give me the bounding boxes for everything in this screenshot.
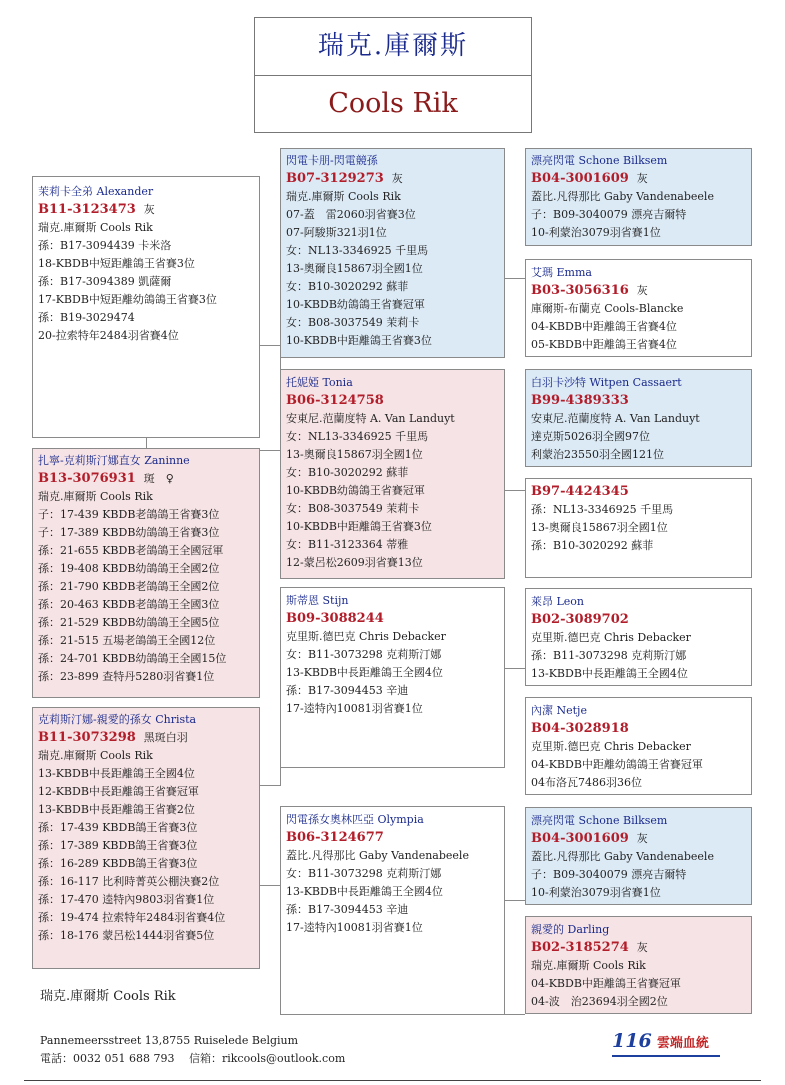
pedigree-line: 女：B11-3123364 蒂雅	[286, 538, 409, 551]
connector-line	[259, 785, 280, 786]
dam-dam-dam-dam-card	[525, 916, 752, 1014]
pedigree-line: 克里斯.德巴克 Chris Debacker	[286, 630, 446, 643]
bird-name: 漂亮閃電 Schone Bilksem	[531, 814, 668, 827]
pedigree-line: 安東尼.范蘭度特 A. Van Landuyt	[286, 412, 455, 425]
pedigree-line: 孫：16-289 KBDB鴿王省賽3位	[38, 857, 198, 870]
ring-number: B02-3089702	[531, 612, 629, 627]
pedigree-line: 17-逵特內10081羽省賽1位	[286, 702, 423, 715]
subject-bird-card	[32, 176, 260, 438]
plumage-color: 灰	[636, 941, 648, 954]
ring-number: B97-4424345	[531, 484, 629, 499]
pedigree-line: 05-KBDB中距離鴿王省賽4位	[531, 338, 677, 351]
pedigree-line: 孫：21-529 KBDB幼鴿鴿王全國5位	[38, 616, 220, 629]
pedigree-line: 克里斯.德巴克 Chris Debacker	[531, 740, 691, 753]
pedigree-line: 04布洛瓦7486羽36位	[531, 776, 642, 789]
bird-name: 克莉斯汀娜-親愛的孫女 Christa	[38, 713, 197, 726]
ring-number: B03-3056316 灰	[531, 283, 648, 298]
pedigree-line: 子：B09-3040079 漂亮吉爾特	[531, 868, 687, 881]
connector-line	[280, 768, 281, 786]
bird-name: 內潔 Netje	[531, 704, 587, 717]
pedigree-line: 孫：23-899 查特丹5280羽省賽1位	[38, 670, 215, 683]
sire-dam-dam-card	[525, 478, 752, 578]
ring-number: B06-3124758	[286, 393, 384, 408]
connector-line	[259, 345, 280, 346]
logo-text: 雲端血統	[656, 1036, 709, 1051]
pedigree-line: 10-利蒙治3079羽省賽1位	[531, 886, 661, 899]
connector-line	[504, 490, 525, 491]
pedigree-line: 女：B10-3020292 蘇菲	[286, 280, 409, 293]
pedigree-line: 17-KBDB中短距離幼鴿鴿王省賽3位	[38, 293, 217, 306]
pedigree-title-box	[254, 17, 532, 133]
connector-line	[259, 885, 280, 886]
pedigree-line: 女：B08-3037549 茉莉卡	[286, 316, 420, 329]
plumage-color: 灰	[391, 172, 403, 185]
owner-name-english: Cools Rik	[328, 88, 458, 119]
pedigree-line: 瑞克.庫爾斯 Cools Rik	[38, 221, 153, 234]
pedigree-line: 孫：24-701 KBDB幼鴿鴿王全國15位	[38, 652, 227, 665]
pedigree-line: 蓋比.凡得那比 Gaby Vandenabeele	[531, 190, 714, 203]
pedigree-line: 07-阿駿斯321羽1位	[286, 226, 387, 239]
pedigree-line: 04-KBDB中距離幼鴿鴿王省賽冠軍	[531, 758, 703, 771]
pedigree-line: 孫：B17-3094439 卡米洛	[38, 239, 172, 252]
pedigree-line: 達克斯5026羽全國97位	[531, 430, 650, 443]
bird-name: 閃電卡朋-閃電競孫	[286, 154, 378, 167]
ring-number: B02-3185274 灰	[531, 940, 648, 955]
pedigree-line: 10-KBDB幼鴿鴿王省賽冠軍	[286, 298, 425, 311]
dam-dam-card	[32, 707, 260, 969]
pedigree-line: 13-KBDB中長距離鴿王全國4位	[286, 885, 443, 898]
pedigree-line: 蓋比.凡得那比 Gaby Vandenabeele	[286, 849, 469, 862]
ring-number: B09-3088244	[286, 611, 384, 626]
pedigree-line: 孫：17-389 KBDB鴿王省賽3位	[38, 839, 198, 852]
pedigree-line: 12-蒙呂松2609羽省賽13位	[286, 556, 423, 569]
pedigree-line: 女：B10-3020292 蘇菲	[286, 466, 409, 479]
pedigree-line: 蓋比.凡得那比 Gaby Vandenabeele	[531, 850, 714, 863]
pedigree-line: 13-KBDB中長距離鴿王全國4位	[531, 667, 688, 680]
pedigree-line: 女：B11-3073298 克莉斯汀娜	[286, 867, 442, 880]
pedigree-line: 孫：20-463 KBDB老鴿鴿王全國3位	[38, 598, 220, 611]
pedigree-line: 女：NL13-3346925 千里馬	[286, 430, 429, 443]
pedigree-line: 庫爾斯-布蘭克 Cools-Blancke	[531, 302, 684, 315]
breeder-name: 瑞克.庫爾斯 Cools Rik	[40, 989, 176, 1004]
pedigree-line: 孫：19-474 拉索特年2484羽省賽4位	[38, 911, 226, 924]
pedigree-line: 克里斯.德巴克 Chris Debacker	[531, 631, 691, 644]
pedigree-line: 07-蓋 雷2060羽省賽3位	[286, 208, 416, 221]
pedigree-line: 孫：B10-3020292 蘇菲	[531, 539, 654, 552]
pedigree-line: 子：17-389 KBDB幼鴿鴿王省賽3位	[38, 526, 220, 539]
sire-dam-sire-card	[525, 369, 752, 467]
pedigree-line: 13-奧爾良15867羽全國1位	[286, 448, 423, 461]
owner-name-chinese: 瑞克.庫爾斯	[255, 18, 531, 76]
plumage-color: 斑 ♀	[143, 472, 174, 485]
pedigree-line: 18-KBDB中短距離鴿王省賽3位	[38, 257, 195, 270]
pedigree-line: 子：17-439 KBDB老鴿鴿王省賽3位	[38, 508, 220, 521]
plumage-color: 灰	[636, 832, 648, 845]
pedigree-line: 13-KBDB中長距離鴿王全國4位	[286, 666, 443, 679]
ring-number: B07-3129273 灰	[286, 171, 403, 186]
ring-number: B13-3076931 斑 ♀	[38, 471, 174, 486]
bird-name: 托妮婭 Tonia	[286, 376, 353, 389]
pedigree-line: 孫：NL13-3346925 千里馬	[531, 503, 674, 516]
bird-name: 茉莉卡全弟 Alexander	[38, 185, 154, 198]
cloud-pedigree-logo	[612, 1030, 709, 1052]
pedigree-line: 孫：21-515 五場老鴿鴿王全國12位	[38, 634, 216, 647]
pedigree-line: 孫：17-439 KBDB鴿王省賽3位	[38, 821, 198, 834]
pedigree-line: 孫：21-655 KBDB老鴿鴿王全國冠軍	[38, 544, 224, 557]
pedigree-line: 20-拉索特年2484羽省賽4位	[38, 329, 179, 342]
sire-dam-card	[280, 369, 505, 579]
ring-number: B04-3001609 灰	[531, 171, 648, 186]
pedigree-line: 10-KBDB幼鴿鴿王省賽冠軍	[286, 484, 425, 497]
ring-number: B06-3124677	[286, 830, 384, 845]
ring-number: B99-4389333	[531, 393, 629, 408]
pedigree-line: 孫：21-790 KBDB老鴿鴿王全國2位	[38, 580, 220, 593]
bird-name: 閃電孫女奧林匹亞 Olympia	[286, 813, 424, 826]
page-bottom-divider	[24, 1080, 761, 1081]
pedigree-line: 瑞克.庫爾斯 Cools Rik	[38, 749, 153, 762]
pedigree-line: 13-奧爾良15867羽全國1位	[531, 521, 668, 534]
pedigree-line: 13-奧爾良15867羽全國1位	[286, 262, 423, 275]
dam-sire-sire-card	[525, 588, 752, 686]
pedigree-line: 孫：B19-3029474	[38, 311, 135, 324]
plumage-color: 黑斑白羽	[143, 731, 188, 744]
pedigree-line: 10-KBDB中距離鴿王省賽3位	[286, 334, 432, 347]
plumage-color: 灰	[636, 284, 648, 297]
logo-underline	[612, 1055, 720, 1057]
bird-name: 漂亮閃電 Schone Bilksem	[531, 154, 668, 167]
ring-number: B11-3073298 黑斑白羽	[38, 730, 188, 745]
pedigree-line: 04-波 治23694羽全國2位	[531, 995, 668, 1008]
pedigree-line: 10-KBDB中距離鴿王省賽3位	[286, 520, 432, 533]
pedigree-line: 利蒙治23550羽全國121位	[531, 448, 664, 461]
pedigree-line: 女：B11-3073298 克莉斯汀娜	[286, 648, 442, 661]
connector-line	[146, 438, 147, 448]
dam-sire-dam-card	[525, 697, 752, 795]
pedigree-line: 瑞克.庫爾斯 Cools Rik	[38, 490, 153, 503]
pedigree-line: 女：B08-3037549 茉莉卡	[286, 502, 420, 515]
pedigree-line: 孫：19-408 KBDB幼鴿鴿王全國2位	[38, 562, 220, 575]
pedigree-line: 瑞克.庫爾斯 Cools Rik	[531, 959, 646, 972]
pedigree-line: 13-KBDB中長距離鴿王省賽2位	[38, 803, 195, 816]
pedigree-line: 孫：16-117 比利時菁英公棚決賽2位	[38, 875, 220, 888]
dam-dam-sire-card	[525, 807, 752, 905]
dam-dam-dam-card	[280, 806, 505, 1015]
ring-number: B11-3123473 灰	[38, 202, 155, 217]
connector-line	[504, 900, 525, 901]
contact-info: 電話：0032 051 688 793 信箱：rikcools@outlook.com	[40, 1052, 346, 1065]
pedigree-line: 女：NL13-3346925 千里馬	[286, 244, 429, 257]
pedigree-line: 瑞克.庫爾斯 Cools Rik	[286, 190, 401, 203]
pedigree-line: 04-KBDB中距離鴿王省賽冠軍	[531, 977, 681, 990]
connector-line	[504, 278, 525, 279]
pedigree-line: 孫：B11-3073298 克莉斯汀娜	[531, 649, 687, 662]
bird-name: 斯蒂恩 Stijn	[286, 594, 349, 607]
connector-line	[259, 450, 280, 451]
breeder-contact-block	[40, 1032, 345, 1068]
pedigree-line: 孫：B17-3094389 凱薩爾	[38, 275, 172, 288]
pedigree-line: 孫：17-470 逵特內9803羽省賽1位	[38, 893, 215, 906]
sire-card	[280, 148, 505, 358]
pedigree-line: 12-KBDB中長距離鴿王省賽冠軍	[38, 785, 199, 798]
pedigree-line: 04-KBDB中距離鴿王省賽4位	[531, 320, 677, 333]
logo-number: 116	[612, 1030, 652, 1052]
bird-name: 白羽卡沙特 Witpen Cassaert	[531, 376, 682, 389]
pedigree-line: 孫：B17-3094453 辛迪	[286, 903, 409, 916]
dam-card	[32, 448, 260, 698]
dam-sire-card	[280, 587, 505, 768]
pedigree-line: 17-逵特內10081羽省賽1位	[286, 921, 423, 934]
ring-number: B04-3028918	[531, 721, 629, 736]
pedigree-line: 子：B09-3040079 漂亮吉爾特	[531, 208, 687, 221]
ring-number: B04-3001609 灰	[531, 831, 648, 846]
address: Pannemeersstreet 13,8755 Ruiselede Belgium	[40, 1034, 299, 1047]
connector-line	[504, 668, 525, 669]
plumage-color: 灰	[636, 172, 648, 185]
pedigree-line: 10-利蒙治3079羽省賽1位	[531, 226, 661, 239]
bird-name: 親愛的 Darling	[531, 923, 610, 936]
plumage-color: 灰	[143, 203, 155, 216]
bird-name: 扎寧-克莉斯汀娜直女 Zaninne	[38, 454, 190, 467]
bird-name: 艾瑪 Emma	[531, 266, 592, 279]
pedigree-line: 孫：18-176 蒙呂松1444羽省賽5位	[38, 929, 215, 942]
sire-sire-sire-card	[525, 148, 752, 246]
pedigree-line: 孫：B17-3094453 辛迪	[286, 684, 409, 697]
bird-name: 萊昂 Leon	[531, 595, 585, 608]
pedigree-line: 安東尼.范蘭度特 A. Van Landuyt	[531, 412, 700, 425]
sire-sire-dam-card	[525, 259, 752, 357]
pedigree-line: 13-KBDB中長距離鴿王全國4位	[38, 767, 195, 780]
